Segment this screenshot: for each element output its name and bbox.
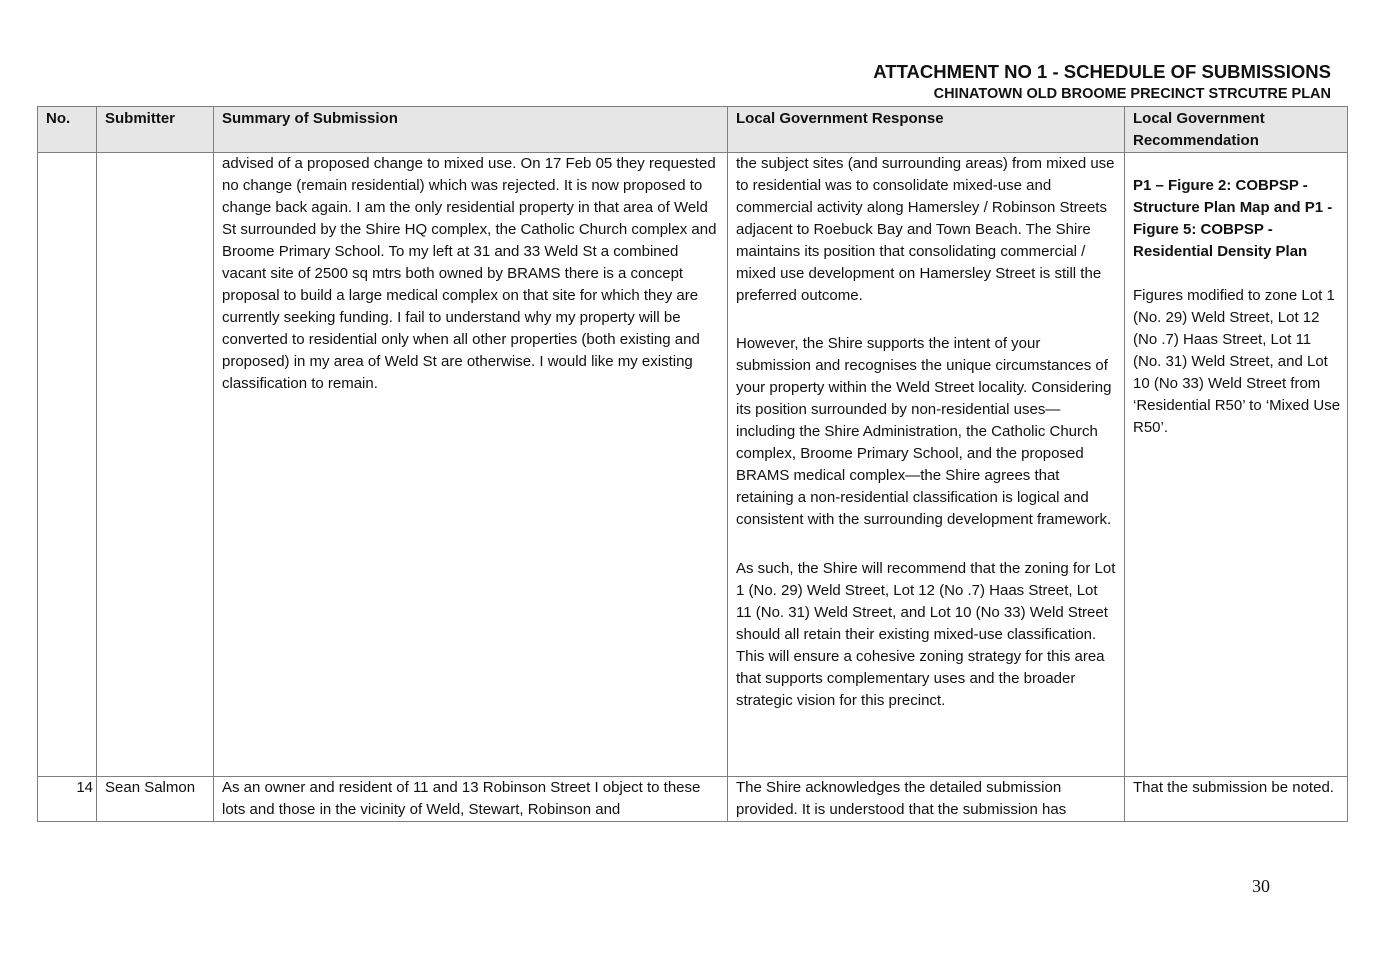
page-number: 30 [1252, 876, 1270, 896]
cell-no: 14 [38, 777, 97, 822]
column-header-submitter: Submitter [97, 107, 214, 153]
document-title: ATTACHMENT NO 1 - SCHEDULE OF SUBMISSIONS [873, 61, 1331, 82]
cell-summary [214, 153, 728, 777]
summary-text: advised of a proposed change to mixed use. On 17 Feb 05 they requested no change (remain residential) which was rejected. It is now proposed to change back again. I am the only residential property in that area of Weld St surrounded by the Shire HQ complex, the Catholic Church complex and Broome Primary School. To my left at 31 and 33 Weld St a combined vacant site of 2500 sq mtrs both owned by BRAMS there is a concept proposal to build a large medical complex on that site for which they are currently seeking funding. I fail to understand why my property will be converted to residential only when all other properties (both existing and proposed) in my area of Weld St are otherwise. I would like my existing classification to remain. [222, 155, 717, 392]
cell-submitter: Sean Salmon [97, 777, 214, 822]
response-paragraph: As such, the Shire will recommend that the zoning for Lot 1 (No. 29) Weld Street, Lot 12 (No .7) Haas Street, Lot 11 (No. 31) Weld Street, and Lot 10 (No 33) Weld Street should all retain their existing mixed-use classification. This will ensure a cohesive zoning strategy for this area that supports complementary uses and the broader strategic vision for this precinct. [736, 560, 1116, 709]
cell-no [38, 153, 97, 777]
submissions-table [37, 106, 1348, 822]
recommendation-text: Figures modified to zone Lot 1 (No. 29) Weld Street, Lot 12 (No .7) Haas Street, Lot 11 (No. 31) Weld Street, and Lot 10 (No 33) Weld Street from ‘Residential R50’ to ‘Mixed Use R50’. [1133, 287, 1341, 436]
response-paragraph: the subject sites (and surrounding areas) from mixed use to residential was to consolidate mixed-use and commercial activity along Hamersley / Robinson Streets adjacent to Roebuck Bay and Town Beach. The Shire maintains its position that consolidating commercial / mixed use development on Hamersley Street is still the preferred outcome. [736, 155, 1115, 304]
cell-response: The Shire acknowledges the detailed submission provided. It is understood that the submission has [728, 777, 1125, 822]
table-row [38, 153, 1348, 777]
cell-submitter [97, 153, 214, 777]
column-header-response: Local Government Response [728, 107, 1125, 153]
document-subtitle: CHINATOWN OLD BROOME PRECINCT STRCUTRE PLAN [933, 86, 1331, 102]
cell-recommendation [1125, 153, 1348, 777]
cell-response [728, 153, 1125, 777]
column-header-recommendation: Local Government Recommendation [1125, 107, 1348, 153]
table-header-row [38, 107, 1348, 153]
table-row [38, 777, 1348, 822]
recommendation-heading: P1 – Figure 2: COBPSP - Structure Plan Map and P1 - Figure 5: COBPSP - Residential Density Plan [1133, 177, 1333, 260]
response-paragraph: However, the Shire supports the intent of your submission and recognises the unique circumstances of your property within the Weld Street locality. Considering its position surrounded by non-residential uses—including the Shire Administration, the Catholic Church complex, Broome Primary School, and the proposed BRAMS medical complex—the Shire agrees that retaining a non-residential classification is logical and consistent with the surrounding development framework. [736, 335, 1112, 528]
column-header-summary: Summary of Submission [214, 107, 728, 153]
cell-summary: As an owner and resident of 11 and 13 Robinson Street I object to these lots and those in the vicinity of Weld, Stewart, Robinson and [214, 777, 728, 822]
column-header-no: No. [38, 107, 97, 153]
cell-recommendation: That the submission be noted. [1125, 777, 1348, 822]
document-header [873, 60, 1331, 104]
